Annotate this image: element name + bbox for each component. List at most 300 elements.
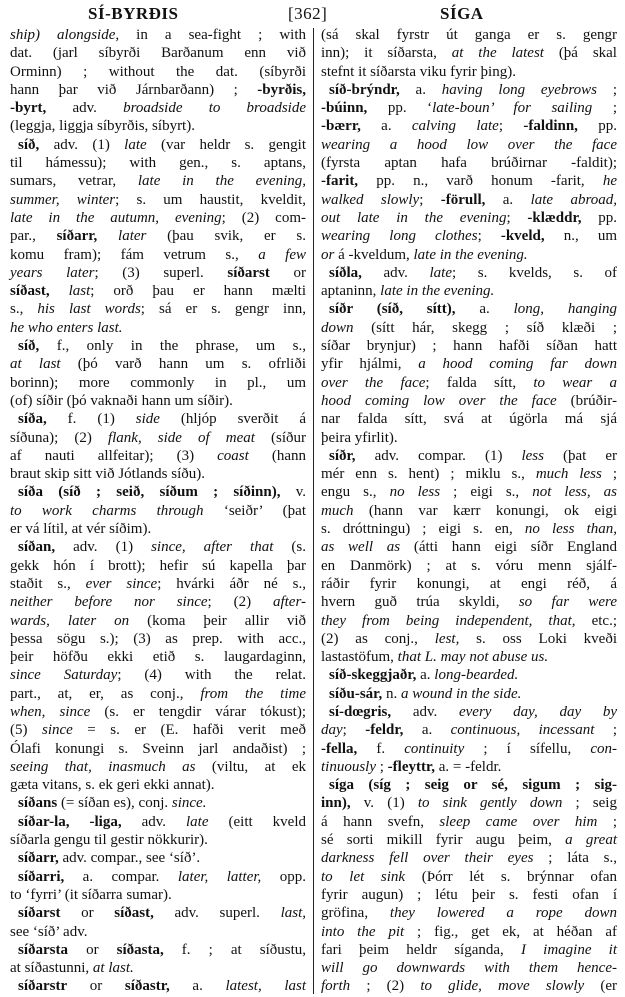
translation-text: late-boun’ for sailing (432, 100, 593, 117)
translation-text: broadside to broadside (123, 100, 306, 117)
entry-line (321, 630, 617, 648)
translation-text: at the latest (451, 45, 544, 62)
entry-line (321, 154, 617, 172)
entry-text: sumars, vetrar, (10, 173, 138, 190)
entry-line (321, 191, 617, 209)
headword: -fella, (321, 740, 358, 757)
entry-line (321, 355, 617, 373)
entry-text: ; orð þau er hann mælti (90, 283, 306, 300)
headword: síðu-sár, (329, 685, 383, 702)
entry-text: sé sorti mikill fyrir augu þeim, (321, 832, 566, 849)
entry-line (10, 721, 306, 739)
translation-text: sleep came over him (439, 813, 598, 830)
entry-text: aptaninn, (321, 283, 381, 300)
entry-line (321, 666, 617, 684)
entry-line (10, 246, 306, 264)
headword: síðla, (329, 264, 362, 281)
dictionary-entry (10, 538, 306, 794)
dictionary-entry (10, 941, 306, 978)
translation-text: since. (171, 795, 207, 812)
entry-text: f. (357, 740, 405, 757)
entry-text: a. = -feldr. (435, 758, 502, 775)
entry-line (10, 447, 306, 465)
entry-text: adv. compar. (1) (355, 447, 522, 464)
entry-text: Orminn) ; without the dat. (síbyrði (10, 63, 306, 80)
entry-text: braut skip sitt við Jótlands síðu). (10, 466, 205, 483)
headword: síðarstr (18, 978, 68, 995)
headword: -feldr, (365, 722, 404, 739)
headword: -faldinn, (523, 118, 578, 135)
entry-text: adv. compar., see ‘síð’. (58, 850, 201, 867)
translation-text: when, since (10, 703, 91, 720)
headword: síð-brýndr, (329, 81, 400, 98)
entry-line (321, 740, 617, 758)
entry-line (10, 209, 306, 227)
translation-text: at last. (92, 960, 134, 977)
headword: síðarr, (18, 850, 59, 867)
entry-text: ; (597, 81, 617, 98)
entry-text: adv. superl. (153, 905, 281, 922)
entry-line (10, 831, 306, 849)
headword: síða, (18, 411, 47, 428)
entry-line (321, 923, 617, 941)
entry-line (10, 392, 306, 410)
entry-text (97, 228, 118, 244)
entry-text: (koma þeir allir við (129, 612, 307, 629)
entry-text: f. (1) (46, 411, 136, 428)
entry-line (321, 959, 617, 977)
translation-text: wearing long clothes (321, 228, 478, 245)
entry-text: v. (280, 484, 306, 501)
entry-line (10, 355, 306, 373)
entry-text: n., um (544, 228, 618, 245)
translation-text: seeing that, inasmuch as (10, 758, 196, 775)
entry-text: inn); it síðarsta, (321, 45, 452, 62)
headword: -farit, (321, 173, 359, 190)
entry-text: á -kveldum, (334, 246, 414, 263)
entry-text: til hámessu); with gen., s. aptans, (10, 155, 306, 172)
headword: -fleyttr, (387, 758, 436, 775)
entry-line (321, 831, 617, 849)
entry-text: (átti hann eigi síðr England (400, 539, 617, 556)
entry-text: adv. (1) (55, 539, 152, 556)
dictionary-entry (321, 666, 617, 684)
entry-text: (2) as conj., (321, 630, 435, 647)
entry-text: a. (360, 118, 412, 135)
entry-text: a. (169, 978, 226, 995)
dictionary-entry (321, 685, 617, 703)
translation-text: flank, side of meat (107, 429, 255, 446)
entry-text: stefnt it síðarsta viku fyrir þing). (321, 63, 516, 80)
dictionary-entry (10, 977, 306, 995)
entry-text: f. ; at síðustu, (163, 941, 307, 958)
translation-text: to sink gently down (417, 795, 563, 812)
entry-text: ; (2) com- (221, 209, 306, 226)
dictionary-entry (10, 794, 306, 812)
entry-text: borinn); more commonly in pl., um (10, 374, 306, 391)
entry-text: (þau svik, er s. (146, 228, 307, 245)
entry-text: af nauti allfeitar); (3) (10, 447, 218, 464)
entry-text: opp. (261, 868, 306, 885)
translation-text: every day, day by (458, 703, 617, 720)
entry-text: adv. (46, 100, 124, 117)
entry-text: nar falda sítt, svá at úgörla má sjá (321, 411, 617, 428)
entry-line (10, 483, 306, 501)
entry-line (10, 758, 306, 776)
entry-line (10, 264, 306, 282)
translation-text: lest, (434, 630, 460, 647)
entry-line (10, 26, 306, 44)
translation-text: later, latter, (177, 868, 262, 885)
translation-text: years later (10, 264, 95, 281)
entry-text: v. (1) (350, 795, 418, 812)
translation-text: his last words (37, 301, 141, 318)
entry-line (321, 575, 617, 593)
entry-line (321, 410, 617, 428)
entry-line (10, 904, 306, 922)
translation-text: summer, winter (10, 191, 116, 208)
translation-text: to wear a (533, 374, 617, 391)
entry-text: or (67, 978, 125, 995)
entry-line (10, 630, 306, 648)
entry-text: (s. (273, 539, 306, 556)
entry-line (10, 813, 306, 831)
headword: síð, (18, 338, 40, 355)
entry-text: (Þórr lét s. brýnnar ofan (405, 868, 617, 885)
headword: -klæddr, (527, 209, 582, 226)
entry-text: (brúðir- (556, 392, 617, 409)
entry-text: ; (594, 722, 617, 739)
entry-line (10, 410, 306, 428)
dictionary-entry (10, 868, 306, 905)
entry-text: (viltu, at ek (195, 758, 306, 775)
entry-text: (sá skal fyrstr út ganga er s. gengr (321, 27, 617, 43)
translation-text: side (135, 411, 160, 428)
translation-text: much (321, 502, 354, 519)
entry-text: s. dróttningu) ; eigi s. en, (321, 521, 525, 538)
dictionary-entry (321, 703, 617, 776)
entry-text: or (269, 264, 306, 281)
entry-line (321, 758, 617, 776)
translation-text: a hood coming far down (418, 356, 617, 373)
entry-text: þeir höfðu ekki etið s. laugardaginn, (10, 649, 306, 666)
entry-line (321, 374, 617, 392)
headword: -kveld, (500, 228, 545, 245)
entry-line (321, 447, 617, 465)
dictionary-entry (321, 81, 617, 264)
dictionary-entry (10, 849, 306, 867)
entry-text: ; (3) superl. (94, 264, 228, 281)
entry-text: (hljóp sverðit á (159, 411, 306, 428)
entry-text: gæta vitans, s. ek geri ekki annat). (10, 777, 215, 794)
translation-text: to let sink (321, 868, 406, 885)
translation-text: wearing a hood low over the face (321, 136, 617, 153)
entry-line (321, 63, 617, 81)
headword: sí-dœgris, (329, 703, 392, 720)
headword: síða (síð ; seið, síðum ; síðinn), (18, 484, 281, 501)
headword: síðr, (329, 447, 356, 464)
entry-line (321, 886, 617, 904)
dictionary-entry (321, 264, 617, 301)
translation-text: will go downwards with them hence- (321, 960, 617, 977)
entry-line (10, 868, 306, 886)
right-column (321, 26, 617, 996)
entry-line (321, 502, 617, 520)
translation-text: hood coming low over the face (321, 392, 557, 409)
entry-line (10, 959, 306, 977)
entry-text: (hann (248, 447, 306, 464)
entry-line (321, 813, 617, 831)
entry-line (10, 575, 306, 593)
entry-line (10, 593, 306, 611)
entry-line (321, 721, 617, 739)
entry-line (10, 886, 306, 904)
dictionary-entry (321, 776, 617, 996)
entry-line (10, 191, 306, 209)
entry-text: þessa sögu s.); (3) as prep. with acc., (10, 630, 306, 647)
entry-line (10, 117, 306, 135)
entry-line (321, 868, 617, 886)
entry-text: lastastöfum, (321, 649, 398, 666)
headword: -búinn, (321, 100, 368, 117)
translation-text: walked slowly (321, 191, 420, 208)
entry-text: (5) (10, 722, 42, 739)
translation-text: neither before nor since (10, 594, 208, 611)
translation-text: over the face (321, 374, 426, 391)
translation-text: at last (10, 356, 61, 373)
entry-text: (s. er tengdir várar tókust); (90, 703, 307, 720)
entry-line (10, 685, 306, 703)
translation-text: so far were (518, 594, 617, 611)
headword: síðast, (114, 905, 154, 922)
entry-line (10, 520, 306, 538)
entry-line (321, 172, 617, 190)
entry-text: or (60, 905, 115, 922)
translation-text: no less than, (524, 521, 617, 538)
entry-line (321, 300, 617, 318)
entry-line (10, 849, 306, 867)
headword: síðar-la, -liga, (18, 813, 122, 830)
entry-text: n. (382, 685, 401, 702)
entry-line (321, 703, 617, 721)
entry-text: s., (10, 301, 38, 318)
headword: síðans (18, 795, 58, 812)
entry-line (10, 319, 306, 337)
entry-text: (þó varð hann um s. ofrliði (60, 356, 306, 373)
translation-text: late (186, 813, 209, 830)
translation-text: continuity (404, 740, 465, 757)
dictionary-entry (10, 813, 306, 850)
entry-text: þeira yfirlit). (321, 429, 398, 446)
headword: síðr (síð, sítt), (329, 301, 456, 318)
translation-text: late abroad, (530, 191, 617, 208)
entry-text: (síður (254, 429, 306, 446)
translation-text: late in the evening. (413, 246, 528, 263)
entry-text: Ólafi konungi s. Sveinn jarl andaðist) ; (10, 740, 306, 757)
entry-line (321, 282, 617, 300)
dictionary-entry (10, 26, 306, 136)
entry-line (321, 337, 617, 355)
entry-text: mér enn s. hent) ; miklu s., (321, 466, 536, 483)
entry-text: fari þeim heldr síganda, (321, 941, 521, 958)
translation-text: con- (590, 740, 618, 757)
translation-text: darkness fell over their eyes (321, 850, 534, 867)
translation-text: having long eyebrows (441, 81, 597, 98)
entry-text: yfir hjálmi, (321, 356, 419, 373)
entry-line (10, 374, 306, 392)
entry-line (321, 227, 617, 245)
entry-line (321, 26, 617, 44)
headword: síð, (18, 136, 40, 153)
entry-line (321, 648, 617, 666)
entry-line (10, 776, 306, 794)
translation-text: late (429, 264, 452, 281)
entry-text: adv. (361, 264, 430, 281)
entry-text: (= síðan es), conj. (57, 795, 172, 812)
translation-text: tinuously (321, 758, 376, 775)
entry-text: ráðir fyrir konungi, at engi réð, á (321, 575, 617, 592)
translation-text: wards, later on (10, 612, 130, 629)
entry-text: s. oss Loki kveði (459, 630, 618, 647)
entry-text: part., at, er, as conj., (10, 685, 201, 702)
entry-text: gröfina, (321, 905, 390, 922)
entry-line (321, 117, 617, 135)
entry-text: pp. (581, 209, 618, 226)
entry-text: a. (399, 81, 442, 98)
entry-text: síðar brynjur) ; hann hafði síðan hatt (321, 338, 617, 355)
entry-line (321, 465, 617, 483)
entry-text: (þá skal (543, 45, 617, 62)
entry-text: pp. n., varð honum -farit, (358, 173, 603, 190)
entry-line (10, 465, 306, 483)
translation-text: later (118, 228, 147, 245)
headword: -bærr, (321, 118, 361, 135)
entry-line (321, 209, 617, 227)
dictionary-entry (321, 300, 617, 446)
entry-line (10, 429, 306, 447)
entry-line (321, 849, 617, 867)
entry-line (10, 282, 306, 300)
dictionary-entry (10, 483, 306, 538)
translation-text: since, after that (151, 539, 274, 556)
dictionary-entry (10, 410, 306, 483)
entry-line (10, 154, 306, 172)
translation-text: last, (280, 905, 306, 922)
headword: -byrðis, (257, 81, 306, 98)
entry-line (10, 99, 306, 117)
translation-text: since Saturday (10, 667, 118, 684)
translation-text: after- (272, 594, 306, 611)
entry-text: adv. (121, 813, 187, 830)
entry-line (10, 300, 306, 318)
entry-text: ; (2) (207, 594, 273, 611)
entry-text: ; (597, 813, 617, 830)
entry-text: pp. ‘ (367, 100, 433, 117)
entry-line (10, 136, 306, 154)
entry-text: a. (485, 191, 531, 208)
translation-text: ship) alongside, (10, 27, 120, 43)
entry-line (321, 977, 617, 995)
entry-text: a. compar. (64, 868, 178, 885)
entry-text: a. (455, 301, 514, 318)
entry-text: ; (601, 466, 617, 483)
translation-text: late in the evening. (380, 283, 495, 300)
headword: -byrt, (10, 100, 47, 117)
entry-text: ; láta s., (533, 850, 618, 867)
translation-text: calving late (411, 118, 499, 135)
entry-text: ; (419, 191, 441, 208)
entry-text (50, 283, 69, 299)
entry-text: fyrir augun) ; létu þeir s. festi ofan í (321, 886, 617, 903)
entry-text: (of) síðir (þó vaknaði hann um síðir). (10, 392, 233, 409)
entry-text: á hann svefn, (321, 813, 440, 830)
entry-text: in a sea-fight ; with (119, 27, 306, 43)
entry-text: (eitt kveld (208, 813, 306, 830)
entry-text: (hann var kærr konungi, ok eigi (353, 502, 617, 519)
entry-text: adv. (391, 703, 459, 720)
dictionary-entry (10, 136, 306, 337)
entry-text: ‘seiðr’ (þat (203, 502, 306, 519)
translation-text: last (68, 283, 91, 300)
dictionary-entry (10, 904, 306, 941)
entry-text: (sítt hár, skegg ; síð klæði ; (353, 319, 617, 336)
translation-text: late in the evening, (137, 173, 306, 190)
entry-line (10, 666, 306, 684)
entry-line (10, 612, 306, 630)
entry-line (10, 923, 306, 941)
headword: síðasta, (116, 941, 164, 958)
entry-text: ; fig., get ek, at héðan af (404, 923, 618, 940)
entry-text: pp. (577, 118, 617, 135)
entry-line (10, 977, 306, 995)
entry-text: a. (403, 722, 451, 739)
translation-text: from the time (200, 685, 306, 702)
entry-line (10, 703, 306, 721)
entry-line (10, 648, 306, 666)
entry-line (10, 337, 306, 355)
entry-line (10, 740, 306, 758)
entry-line (10, 172, 306, 190)
entry-text: ; (4) with the relat. (117, 667, 307, 684)
translation-text: he (602, 173, 617, 190)
entry-line (10, 502, 306, 520)
translation-text: I imagine it (520, 941, 618, 958)
entry-line (321, 246, 617, 264)
entry-line (321, 941, 617, 959)
entry-text: hann þar við Járnbarðann) ; (10, 81, 258, 98)
entry-line (321, 538, 617, 556)
headword: síðan, (18, 539, 56, 556)
entry-text: dat. (jarl síbyrði Barðanum enn við (10, 45, 306, 62)
translation-text: since (41, 722, 73, 739)
entry-text: par., (10, 228, 57, 245)
headword: -förull, (440, 191, 486, 208)
translation-text: late in the autumn, evening (10, 209, 222, 226)
translation-text: no less (389, 484, 441, 501)
entry-line (321, 612, 617, 630)
entry-text: f., only in the phrase, um s., (39, 338, 306, 355)
entry-text: ; falda sítt, (425, 374, 534, 391)
entry-text: ; s. um haustit, kveldit, (115, 191, 306, 208)
entry-text: ; í sífellu, (464, 740, 591, 757)
left-column (10, 26, 306, 996)
entry-line (321, 557, 617, 575)
entry-line (321, 392, 617, 410)
translation-text: he who enters last. (10, 319, 123, 336)
dictionary-entry (10, 337, 306, 410)
entry-text: adv. (1) (39, 136, 125, 153)
entry-text: ; eigi s., (440, 484, 533, 501)
